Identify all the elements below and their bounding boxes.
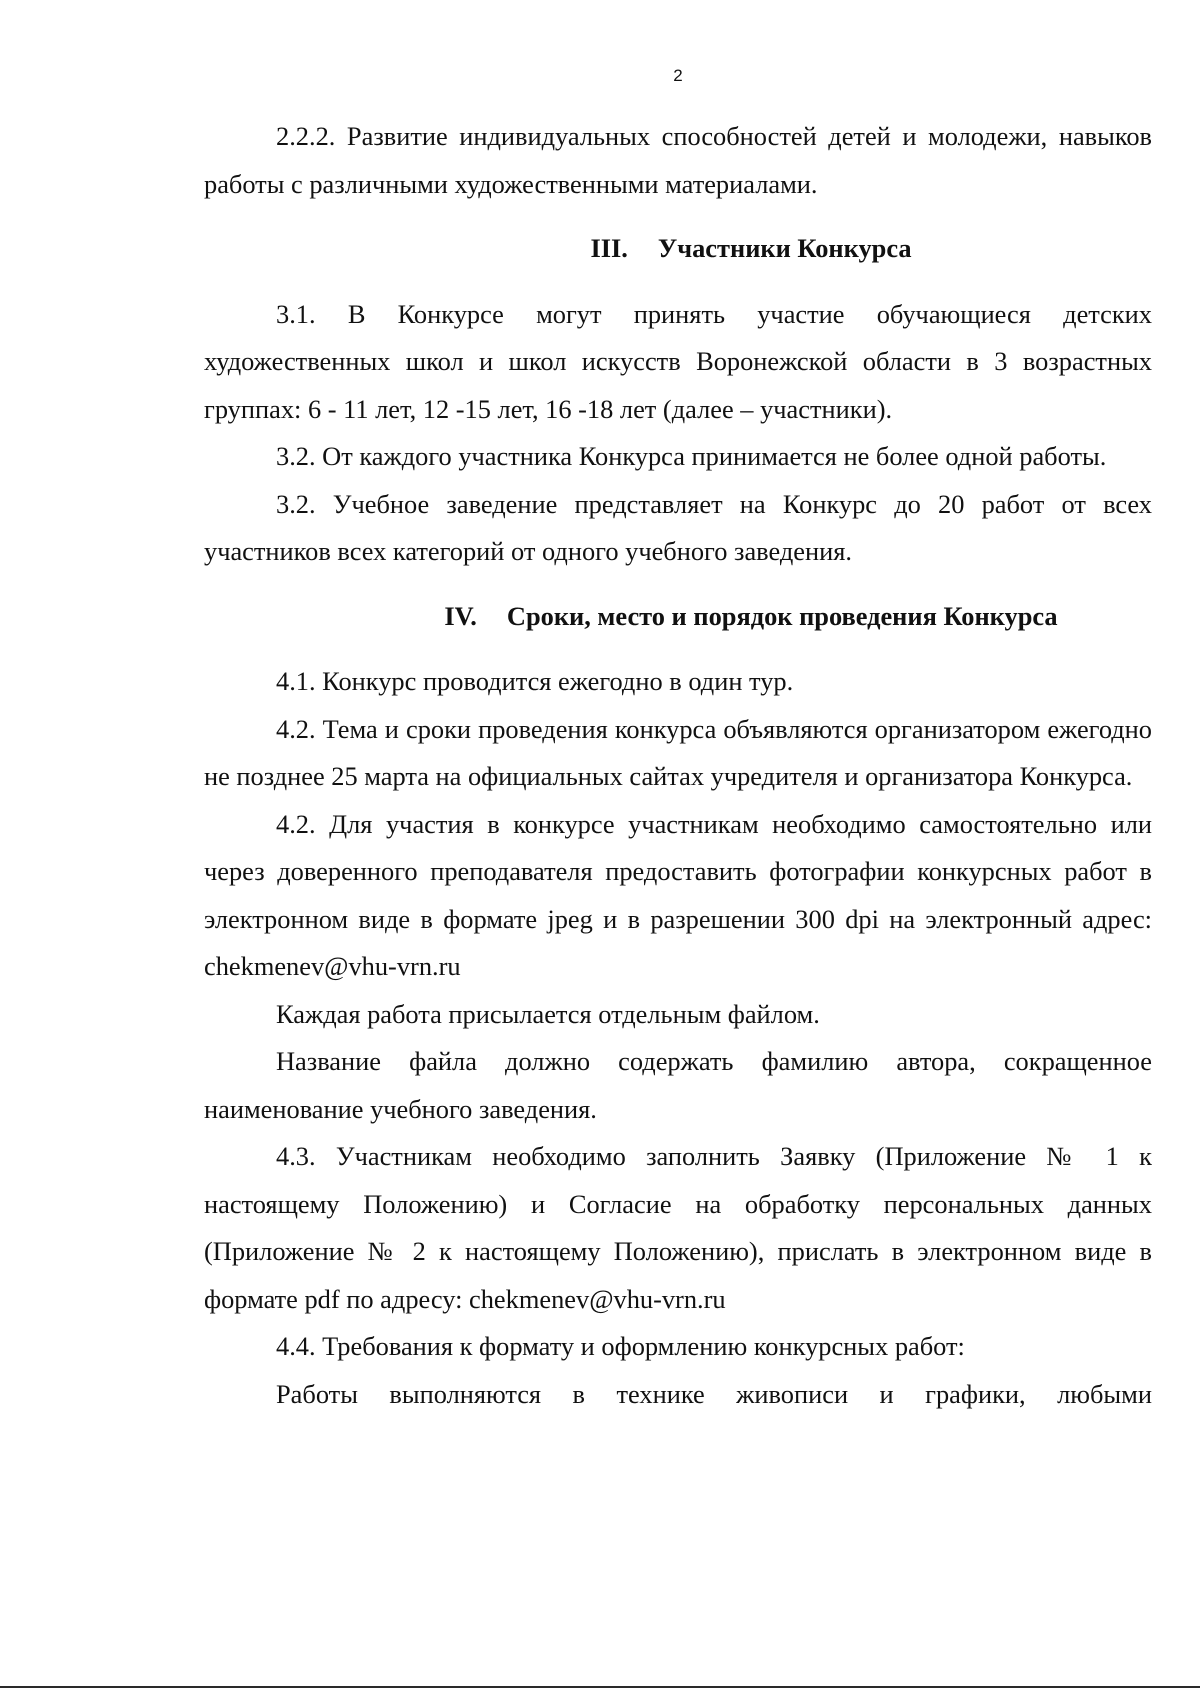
- paragraph-works: Работы выполняются в технике живописи и графики, любыми: [276, 1378, 1152, 1409]
- paragraph-4-3: 4.3. Участникам необходимо заполнить Заявку (Приложение № 1 к настоящему Положению) и Согласие на обработку персональных данных (Приложение № 2 к настоящему Положению), прислать в электронном виде в формате pdf по адресу: chekmenev@vhu-vrn.ru: [204, 1141, 1152, 1314]
- section-3-title: Участники Конкурса: [657, 233, 912, 263]
- section-4-title: Сроки, место и порядок проведения Конкурса: [506, 600, 1058, 631]
- paragraph-3-2-b: 3.2. Учебное заведение представляет на Конкурс до 20 работ от всех участников всех категорий от одного учебного заведения.: [204, 488, 1152, 566]
- paragraph-3-2-a: 3.2. От каждого участника Конкурса принимается не более одной работы.: [276, 441, 1107, 471]
- paragraph-4-2-a: 4.2. Тема и сроки проведения конкурса объявляются организатором ежегодно не позднее 25 марта на официальных сайтах учредителя и организатора Конкурса.: [204, 713, 1152, 791]
- section-heading-3: [204, 225, 1152, 273]
- paragraph-4-2-b: 4.2. Для участия в конкурсе участникам необходимо самостоятельно или через доверенного преподавателя предоставить фотографии конкурсных работ в электронном виде в формате jpeg и в разрешении 300 dpi на электронный адрес: chekmenev@vhu-vrn.ru: [204, 808, 1152, 981]
- paragraph-file-name: Название файла должно содержать фамилию автора, сокращенное наименование учебного заведения.: [204, 1046, 1152, 1124]
- section-4-number: IV.: [444, 600, 477, 631]
- paragraph-each-file: Каждая работа присылается отдельным файлом.: [276, 998, 820, 1029]
- paragraph-4-1: 4.1. Конкурс проводится ежегодно в один тур.: [276, 666, 794, 696]
- section-heading-4: [204, 593, 1152, 641]
- section-3-number: III.: [590, 233, 628, 263]
- paragraph-2-2-2: 2.2.2. Развитие индивидуальных способностей детей и молодежи, навыков работы с различными художественными материалами.: [204, 121, 1152, 199]
- page-number: 2: [673, 66, 683, 85]
- paragraph-4-4: 4.4. Требования к формату и оформлению конкурсных работ:: [276, 1331, 965, 1361]
- paragraph-3-1: 3.1. В Конкурсе могут принять участие обучающиеся детских художественных школ и школ искусств Воронежской области в 3 возрастных группах: 6 - 11 лет, 12 -15 лет, 16 -18 лет (далее – участники).: [204, 298, 1152, 424]
- document-body: [204, 113, 1152, 1418]
- bottom-scan-edge: [0, 1686, 1200, 1688]
